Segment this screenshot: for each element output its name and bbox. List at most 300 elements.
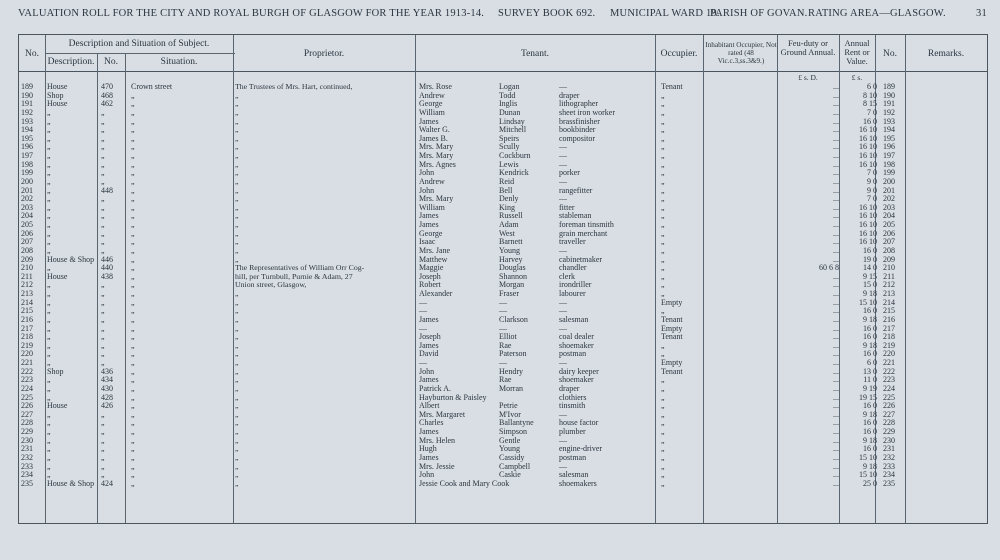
row-tenant-occupation: tinsmith <box>559 401 586 411</box>
row-description: „ <box>47 280 51 290</box>
row-occupier: „ <box>661 444 665 454</box>
row-tenant-surname: Denly <box>499 194 519 204</box>
row-tenant-occupation: clothiers <box>559 392 587 402</box>
row-occupier: „ <box>661 194 665 204</box>
row-occupier: „ <box>661 340 665 350</box>
row-tenant-surname: Rae <box>499 340 512 350</box>
row-tenant-surname: Lindsay <box>499 116 525 126</box>
row-annual-rent: 16 0 <box>863 349 877 359</box>
row-number-right: 216 <box>883 314 895 324</box>
row-situation: „ <box>131 289 135 298</box>
row-proprietor: „ <box>235 392 239 402</box>
row-number: 207 <box>21 237 33 247</box>
row-occupier: „ <box>661 90 665 100</box>
row-occupier: „ <box>661 142 665 152</box>
row-annual-rent: 15 10 <box>859 297 877 307</box>
row-tenant-surname: Gentle <box>499 435 521 445</box>
roll-title: VALUATION ROLL FOR THE CITY AND ROYAL BURGH OF GLASGOW FOR THE YEAR 1913-14. <box>18 8 485 19</box>
row-number: 215 <box>21 306 33 316</box>
row-tenant-surname: Russell <box>499 211 523 221</box>
row-tenant-forename: Mrs. Rose <box>419 82 452 91</box>
row-tenant-occupation: labourer <box>559 289 586 298</box>
row-description: „ <box>47 237 51 247</box>
row-feu-duty: ... <box>833 125 839 135</box>
row-tenant-forename: — <box>419 323 427 333</box>
row-tenant-occupation: — <box>559 159 567 169</box>
row-feu-duty: ... <box>833 358 839 367</box>
row-number: 210 <box>21 263 33 273</box>
row-tenant-forename: Mrs. Jessie <box>419 461 455 471</box>
row-tenant-forename: — <box>419 297 427 307</box>
row-feu-duty: ... <box>833 133 839 143</box>
row-situation: „ <box>131 254 135 264</box>
row-number-right: 226 <box>883 401 895 411</box>
row-tenant-forename: Mrs. Margaret <box>419 409 466 419</box>
row-feu-duty: ... <box>833 401 839 411</box>
row-tenant-forename: Andrew <box>419 176 445 186</box>
col-header-number: No. <box>104 57 118 67</box>
row-tenant-forename: Joseph <box>419 332 441 342</box>
row-feu-duty: ... <box>833 142 839 152</box>
row-tenant-occupation: — <box>559 194 567 204</box>
row-tenant-surname: West <box>499 228 515 238</box>
row-street-number: „ <box>101 452 105 462</box>
row-occupier: „ <box>661 401 665 411</box>
row-tenant-forename: Hayburton & Paisley <box>419 392 487 402</box>
row-proprietor: „ <box>235 194 239 204</box>
row-tenant-occupation: coal dealer <box>559 332 594 342</box>
row-tenant-forename: — <box>419 306 427 316</box>
row-annual-rent: 15 10 <box>859 470 877 480</box>
row-tenant-forename: Mrs. Agnes <box>419 159 456 169</box>
row-occupier: Tenant <box>661 332 683 342</box>
row-occupier: „ <box>661 228 665 238</box>
row-annual-rent: 15 0 <box>863 280 877 290</box>
row-number: 202 <box>21 194 33 204</box>
row-street-number: „ <box>101 297 105 307</box>
row-occupier: „ <box>661 418 665 428</box>
row-description: House <box>47 99 68 109</box>
row-proprietor: „ <box>235 375 239 385</box>
row-situation: „ <box>131 401 135 411</box>
row-tenant-forename: Hugh <box>419 444 437 454</box>
row-description: „ <box>47 289 51 298</box>
row-description: Shop <box>47 90 64 100</box>
row-tenant-forename: John <box>419 168 435 178</box>
row-situation: „ <box>131 271 135 281</box>
row-situation: „ <box>131 314 135 324</box>
row-feu-duty: ... <box>833 470 839 480</box>
row-annual-rent: 16 0 <box>863 245 877 255</box>
row-tenant-surname: Reid <box>499 176 515 186</box>
row-annual-rent: 9 0 <box>867 176 877 186</box>
row-annual-rent: 25 0 <box>863 478 877 488</box>
row-situation: „ <box>131 185 135 195</box>
row-annual-rent: 9 19 <box>863 383 877 393</box>
row-tenant-surname: M'Ivor <box>499 409 521 419</box>
row-feu-duty: ... <box>833 289 839 298</box>
row-proprietor: The Trustees of Mrs. Hart, continued, <box>235 82 353 91</box>
row-number: 212 <box>21 280 33 290</box>
row-situation: „ <box>131 435 135 445</box>
row-number-right: 225 <box>883 392 895 402</box>
row-proprietor: hill, per Turnbull, Purnie & Adam, 27 <box>235 271 353 281</box>
row-tenant-surname: Paterson <box>499 349 527 359</box>
row-tenant-occupation: cabinetmaker <box>559 254 603 264</box>
row-proprietor: „ <box>235 254 239 264</box>
row-tenant-forename: Mrs. Jane <box>419 245 451 255</box>
row-tenant-occupation: bookbinder <box>559 125 596 135</box>
row-tenant-occupation: shoemaker <box>559 340 594 350</box>
row-tenant-surname: Rae <box>499 375 512 385</box>
row-situation: „ <box>131 211 135 221</box>
row-proprietor: „ <box>235 366 239 376</box>
row-number: 190 <box>21 90 33 100</box>
row-number-right: 207 <box>883 237 895 247</box>
row-number: 222 <box>21 366 33 376</box>
row-number: 203 <box>21 202 33 212</box>
row-situation: Crown street <box>131 82 173 91</box>
row-situation: „ <box>131 237 135 247</box>
page-header <box>18 8 988 24</box>
row-proprietor: „ <box>235 470 239 480</box>
row-annual-rent: 9 18 <box>863 314 877 324</box>
row-tenant-forename: Joseph <box>419 271 441 281</box>
row-proprietor: „ <box>235 142 239 152</box>
row-description: „ <box>47 133 51 143</box>
row-occupier: „ <box>661 116 665 126</box>
row-tenant-occupation: — <box>559 142 567 152</box>
row-number-right: 206 <box>883 228 895 238</box>
row-number-right: 222 <box>883 366 895 376</box>
row-tenant-occupation: postman <box>559 452 587 462</box>
row-situation: „ <box>131 263 135 273</box>
row-number: 214 <box>21 297 33 307</box>
row-tenant-forename: James <box>419 427 439 436</box>
row-description: „ <box>47 176 51 186</box>
row-proprietor: „ <box>235 383 239 393</box>
row-situation: „ <box>131 332 135 342</box>
row-annual-rent: 16 0 <box>863 444 877 454</box>
row-annual-rent: 16 0 <box>863 116 877 126</box>
row-street-number: „ <box>101 340 105 350</box>
row-description: House & Shop <box>47 478 95 488</box>
row-street-number: „ <box>101 332 105 342</box>
row-street-number: „ <box>101 211 105 221</box>
row-situation: „ <box>131 297 135 307</box>
row-description: „ <box>47 306 51 316</box>
row-occupier: Empty <box>661 323 683 333</box>
row-tenant-forename: Maggie <box>419 263 444 273</box>
row-street-number: „ <box>101 107 105 117</box>
row-tenant-forename: Mrs. Mary <box>419 194 454 204</box>
row-number: 216 <box>21 314 33 324</box>
row-description: „ <box>47 323 51 333</box>
row-tenant-occupation: — <box>559 435 567 445</box>
row-number-right: 230 <box>883 435 895 445</box>
row-feu-duty: ... <box>833 107 839 117</box>
row-proprietor: „ <box>235 185 239 195</box>
row-description: „ <box>47 435 51 445</box>
row-street-number: „ <box>101 159 105 169</box>
parish: PARISH OF GOVAN. <box>710 8 808 19</box>
row-feu-duty: ... <box>833 409 839 419</box>
row-tenant-surname: Cockburn <box>499 151 531 160</box>
row-tenant-surname: Cassidy <box>499 452 525 462</box>
row-tenant-surname: — <box>499 306 507 316</box>
row-tenant-occupation: lithographer <box>559 99 599 109</box>
row-description: „ <box>47 151 51 160</box>
row-description: „ <box>47 263 51 273</box>
row-description: „ <box>47 245 51 255</box>
row-description: „ <box>47 409 51 419</box>
row-situation: „ <box>131 90 135 100</box>
row-annual-rent: 9 18 <box>863 409 877 419</box>
row-street-number: „ <box>101 168 105 178</box>
row-street-number: 446 <box>101 254 113 264</box>
row-street-number: 438 <box>101 271 113 281</box>
valuation-table <box>18 34 988 524</box>
row-tenant-surname: Inglis <box>499 99 518 109</box>
row-feu-duty: ... <box>833 427 839 436</box>
row-tenant-forename: James <box>419 314 439 324</box>
row-number: 219 <box>21 340 33 350</box>
row-occupier: Empty <box>661 358 683 367</box>
row-annual-rent: 16 0 <box>863 427 877 436</box>
row-tenant-occupation: draper <box>559 90 580 100</box>
row-proprietor: „ <box>235 107 239 117</box>
row-tenant-surname: Fraser <box>499 289 519 298</box>
row-proprietor: „ <box>235 306 239 316</box>
row-proprietor: „ <box>235 99 239 109</box>
row-number: 206 <box>21 228 33 238</box>
row-annual-rent: 16 10 <box>859 159 877 169</box>
row-occupier: „ <box>661 151 665 160</box>
row-proprietor: „ <box>235 452 239 462</box>
row-annual-rent: 11 0 <box>863 375 877 385</box>
row-feu-duty: ... <box>833 349 839 359</box>
survey-book: SURVEY BOOK 692. <box>498 8 596 19</box>
row-number: 213 <box>21 289 33 298</box>
row-description: „ <box>47 220 51 229</box>
row-situation: „ <box>131 202 135 212</box>
row-feu-duty: ... <box>833 90 839 100</box>
row-annual-rent: 9 18 <box>863 289 877 298</box>
rent-units: £ s. <box>851 73 863 82</box>
row-proprietor: „ <box>235 202 239 212</box>
col-header-description-group: Description and Situation of Subject. <box>68 39 210 49</box>
row-number: 230 <box>21 435 33 445</box>
row-tenant-occupation: draper <box>559 383 580 393</box>
row-number-right: 221 <box>883 358 895 367</box>
row-number: 234 <box>21 470 33 480</box>
row-tenant-forename: James <box>419 452 439 462</box>
row-occupier: „ <box>661 392 665 402</box>
col-header-situation: Situation. <box>160 57 198 67</box>
row-number-right: 189 <box>883 82 895 91</box>
row-street-number: „ <box>101 427 105 436</box>
row-street-number: „ <box>101 435 105 445</box>
row-street-number: „ <box>101 409 105 419</box>
row-number: 194 <box>21 125 33 135</box>
row-tenant-occupation: shoemakers <box>559 478 597 488</box>
row-tenant-occupation: traveller <box>559 237 586 247</box>
row-situation: „ <box>131 116 135 126</box>
page-number: 31 <box>976 8 987 19</box>
row-tenant-occupation: — <box>559 82 567 91</box>
row-tenant-surname: Simpson <box>499 427 528 436</box>
row-number-right: 234 <box>883 470 895 480</box>
row-proprietor: „ <box>235 435 239 445</box>
row-number-right: 203 <box>883 202 895 212</box>
row-tenant-surname: Logan <box>499 82 520 91</box>
row-street-number: „ <box>101 116 105 126</box>
row-tenant-forename: George <box>419 99 443 109</box>
row-feu-duty: ... <box>833 168 839 178</box>
row-annual-rent: 16 10 <box>859 237 877 247</box>
row-description: „ <box>47 168 51 178</box>
row-tenant-forename: James B. <box>419 133 448 143</box>
row-number-right: 232 <box>883 452 895 462</box>
row-situation: „ <box>131 245 135 255</box>
row-description: „ <box>47 125 51 135</box>
row-situation: „ <box>131 418 135 428</box>
row-number: 196 <box>21 142 33 152</box>
row-street-number: „ <box>101 349 105 359</box>
row-number: 201 <box>21 185 33 195</box>
row-tenant-surname: Young <box>499 245 520 255</box>
row-street-number: 430 <box>101 383 113 393</box>
row-description: Shop <box>47 366 64 376</box>
row-proprietor: „ <box>235 340 239 350</box>
row-description: „ <box>47 452 51 462</box>
row-proprietor: „ <box>235 332 239 342</box>
row-annual-rent: 9 18 <box>863 461 877 471</box>
row-number-right: 211 <box>883 271 895 281</box>
row-street-number: „ <box>101 358 105 367</box>
row-description: „ <box>47 202 51 212</box>
row-situation: „ <box>131 383 135 393</box>
row-feu-duty: ... <box>833 237 839 247</box>
row-description: „ <box>47 383 51 393</box>
row-feu-duty: ... <box>833 245 839 255</box>
row-description: „ <box>47 159 51 169</box>
row-occupier: „ <box>661 245 665 255</box>
row-tenant-surname: Kendrick <box>499 168 529 178</box>
row-number-right: 205 <box>883 220 895 229</box>
row-tenant-forename: John <box>419 366 435 376</box>
row-street-number: 448 <box>101 185 113 195</box>
row-feu-duty: ... <box>833 151 839 160</box>
row-number: 217 <box>21 323 33 333</box>
row-number-right: 200 <box>883 176 895 186</box>
row-proprietor: „ <box>235 228 239 238</box>
row-annual-rent: 7 0 <box>867 194 877 204</box>
row-feu-duty: ... <box>833 185 839 195</box>
row-tenant-occupation: rangefitter <box>559 185 593 195</box>
row-situation: „ <box>131 366 135 376</box>
row-tenant-forename: Robert <box>419 280 441 290</box>
row-tenant-forename: George <box>419 228 443 238</box>
row-tenant-occupation: dairy keeper <box>559 366 599 376</box>
row-street-number: „ <box>101 323 105 333</box>
row-situation: „ <box>131 142 135 152</box>
row-tenant-forename: David <box>419 349 439 359</box>
feu-units: £ s. D. <box>798 73 818 82</box>
row-tenant-forename: Patrick A. <box>419 383 451 393</box>
row-occupier: „ <box>661 427 665 436</box>
row-number: 225 <box>21 392 33 402</box>
row-feu-duty: ... <box>833 452 839 462</box>
municipal-ward: MUNICIPAL WARD 19. <box>610 8 720 19</box>
col-header-remarks: Remarks. <box>927 49 965 59</box>
row-annual-rent: 6 0 <box>867 82 877 91</box>
row-number-right: 191 <box>883 99 895 109</box>
row-number-right: 218 <box>883 332 895 342</box>
row-occupier: „ <box>661 211 665 221</box>
row-number: 223 <box>21 375 33 385</box>
row-tenant-surname: Harvey <box>499 254 523 264</box>
row-tenant-surname: Lewis <box>499 159 519 169</box>
row-situation: „ <box>131 444 135 454</box>
row-proprietor: „ <box>235 323 239 333</box>
row-description: House <box>47 271 68 281</box>
row-street-number: 468 <box>101 90 113 100</box>
row-description: „ <box>47 228 51 238</box>
row-situation: „ <box>131 478 135 488</box>
row-tenant-forename: John <box>419 470 435 480</box>
row-annual-rent: 7 0 <box>867 168 877 178</box>
row-feu-duty: ... <box>833 383 839 393</box>
row-proprietor: „ <box>235 444 239 454</box>
row-description: „ <box>47 427 51 436</box>
row-annual-rent: 19 15 <box>859 392 877 402</box>
row-tenant-surname: — <box>499 297 507 307</box>
row-proprietor: „ <box>235 133 239 143</box>
row-number: 211 <box>21 271 33 281</box>
row-tenant-occupation: salesman <box>559 314 589 324</box>
row-tenant-surname: Morgan <box>499 280 525 290</box>
row-description: „ <box>47 107 51 117</box>
row-tenant-forename: Andrew <box>419 90 445 100</box>
row-annual-rent: 16 0 <box>863 418 877 428</box>
row-occupier: „ <box>661 452 665 462</box>
row-tenant-surname: Dunan <box>499 107 521 117</box>
row-description: „ <box>47 340 51 350</box>
row-feu-duty: ... <box>833 435 839 445</box>
row-feu-duty: ... <box>833 220 839 229</box>
row-description: House <box>47 401 68 411</box>
row-number: 191 <box>21 99 33 109</box>
row-annual-rent: 13 0 <box>863 366 877 376</box>
row-annual-rent: 16 0 <box>863 323 877 333</box>
row-proprietor: „ <box>235 409 239 419</box>
row-proprietor: „ <box>235 401 239 411</box>
row-number-right: 190 <box>883 90 895 100</box>
row-occupier: „ <box>661 383 665 393</box>
row-annual-rent: 16 10 <box>859 151 877 160</box>
row-annual-rent: 8 10 <box>863 90 877 100</box>
row-street-number: „ <box>101 151 105 160</box>
row-proprietor: „ <box>235 461 239 471</box>
row-tenant-occupation: clerk <box>559 271 575 281</box>
row-occupier: „ <box>661 107 665 117</box>
row-description: „ <box>47 418 51 428</box>
row-feu-duty: ... <box>833 159 839 169</box>
row-proprietor: „ <box>235 168 239 178</box>
row-number: 195 <box>21 133 33 143</box>
row-street-number: „ <box>101 176 105 186</box>
